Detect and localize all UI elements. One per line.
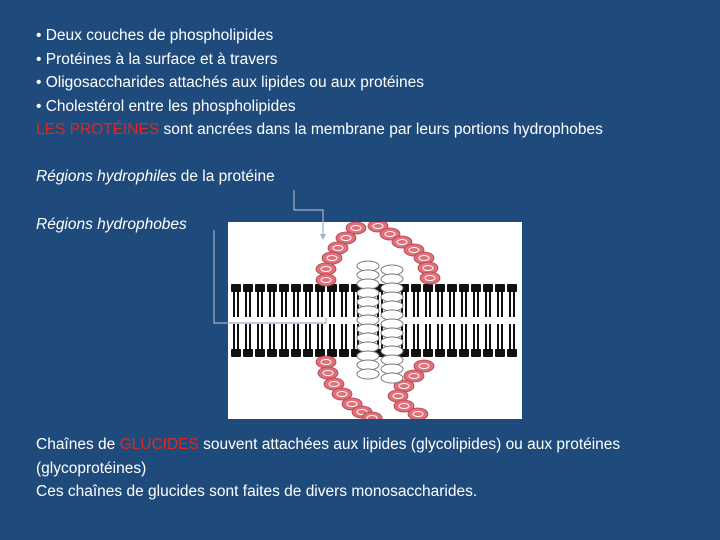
phospholipid-head [471,349,481,357]
phospholipid-head [483,284,493,292]
phospholipid-head [435,284,445,292]
phospholipid-head [339,349,349,357]
phospholipid-head [507,349,517,357]
phospholipid-head [279,349,289,357]
protein-bead [408,408,428,419]
protein-bead [316,274,336,286]
bullet-item: • Cholestérol entre les phospholipides [36,97,296,115]
phospholipid-head [507,284,517,292]
label-hydrophilic-italic: Régions hydrophiles [36,168,177,185]
bullet-item: • Oligosaccharides attachés aux lipides ou aux protéines [36,74,424,91]
phospholipid-head [231,349,241,357]
label-hydrophilic-rest: de la protéine [176,168,275,185]
phospholipid-head [423,284,433,292]
phospholipid-head [267,284,277,292]
phospholipid-head [339,284,349,292]
phospholipid-head [279,284,289,292]
bullet-list [36,24,706,142]
helix-coil [381,373,403,383]
phospholipid-head [411,349,421,357]
glucides-before: Chaînes de [36,436,120,453]
proteins-rest: sont ancrées dans la membrane par leurs portions hydrophobes [159,121,603,138]
protein-bead [316,356,336,368]
protein-bead [420,272,440,284]
phospholipid-head [447,284,457,292]
phospholipid-head [411,284,421,292]
helix-coil [357,369,379,379]
phospholipid-head [267,349,277,357]
protein-bead [318,367,338,379]
membrane-figure [228,222,522,419]
label-hydrophobic-italic: Régions hydrophobes [36,216,187,233]
phospholipid-head [483,349,493,357]
membrane-illustration [228,222,522,419]
label-hydrophilic-regions [36,168,275,186]
phospholipid-head [459,284,469,292]
glucides-highlight: GLUCIDES [119,436,199,453]
phospholipid-head [471,284,481,292]
glucides-line [36,433,696,480]
phospholipid-head [291,349,301,357]
phospholipid-head [435,349,445,357]
phospholipid-head [423,349,433,357]
phospholipid-head [495,284,505,292]
phospholipid-head [243,349,253,357]
phospholipid-head [231,284,241,292]
protein-bead [316,263,336,275]
phospholipid-head [303,284,313,292]
bullet-item: • Deux couches de phospholipides [36,27,274,44]
phospholipid-head [291,284,301,292]
proteins-line [36,118,706,142]
phospholipid-head [243,284,253,292]
phospholipid-head [255,284,265,292]
glucides-paragraph [36,433,696,504]
phospholipid-head [459,349,469,357]
label-hydrophobic-regions [36,216,187,234]
phospholipid-head [495,349,505,357]
proteins-highlight: LES PROTÉINES [36,121,160,138]
glucides-line-2: Ces chaînes de glucides sont faites de divers monosaccharides. [36,483,478,500]
glucides-after: souvent attachées aux lipides (glycolipides) ou aux protéines (glycoprotéines) [36,436,621,477]
phospholipid-head [255,349,265,357]
phospholipid-head [447,349,457,357]
phospholipid-head [303,349,313,357]
bullet-item: • Protéines à la surface et à travers [36,50,278,68]
protein-bead [322,252,342,264]
